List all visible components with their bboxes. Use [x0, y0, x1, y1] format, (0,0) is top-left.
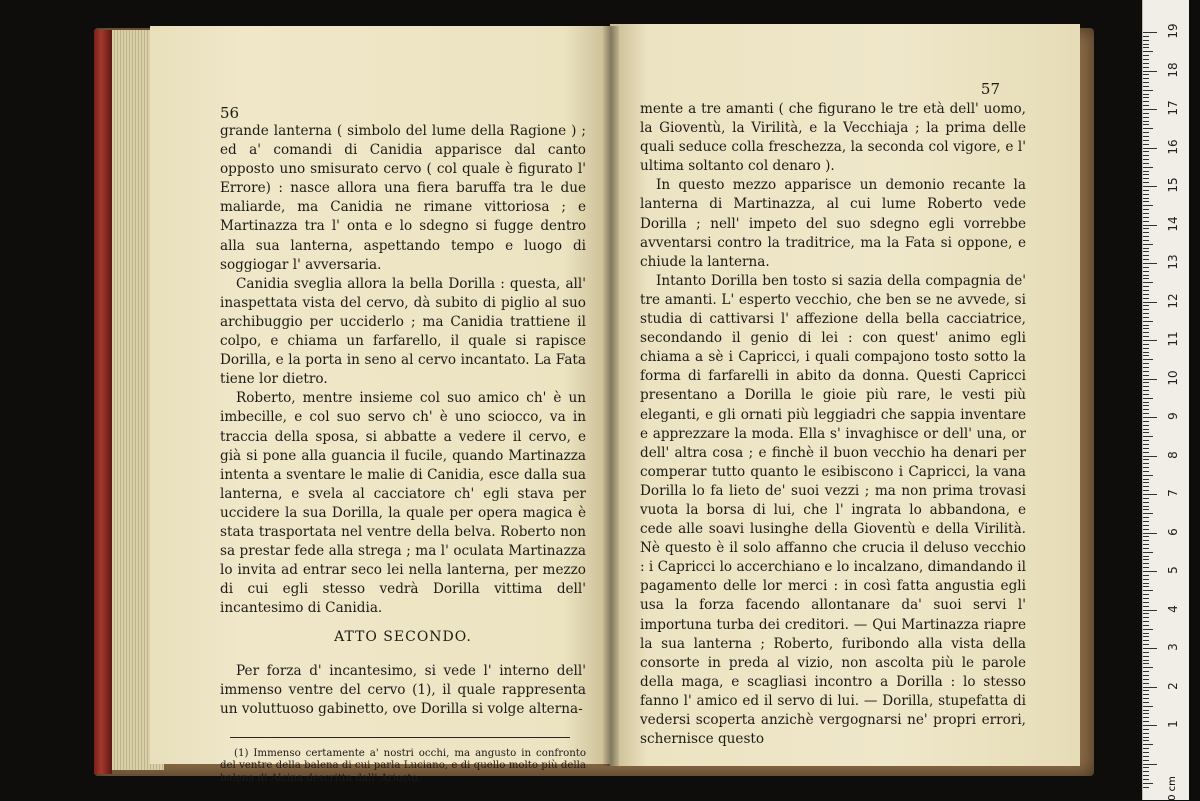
ruler-tick — [1143, 617, 1149, 618]
ruler-tick — [1143, 352, 1149, 353]
ruler-tick — [1143, 321, 1153, 322]
ruler-tick — [1143, 775, 1149, 776]
ruler-tick — [1143, 521, 1149, 522]
ruler-tick — [1143, 494, 1157, 495]
paragraph-2: In questo mezzo apparisce un demonio recante la lanterna di Martinazza, al cui lume Roberto vede Dorilla ; nell' impeto del suo sdegno egli vorrebbe avventarsi contro la traditrice, ma la Fata si oppone, e chiude la lanterna. — [640, 177, 1026, 270]
ruler-tick — [1143, 610, 1157, 611]
ruler-tick — [1143, 309, 1149, 310]
ruler-tick — [1143, 737, 1149, 738]
ruler-tick — [1143, 575, 1149, 576]
ruler-tick — [1143, 290, 1149, 291]
ruler-tick — [1143, 255, 1149, 256]
ruler-tick — [1143, 97, 1149, 98]
paragraph-4: Per forza d' incantesimo, si vede l' interno dell' immenso ventre del cervo (1), il quale rappresenta un voluttuoso gabinetto, ove Dorilla si volge alterna- — [220, 662, 586, 717]
ruler-tick — [1143, 471, 1149, 472]
ruler-tick — [1143, 429, 1149, 430]
ruler-tick — [1143, 298, 1149, 299]
ruler-tick — [1143, 90, 1153, 91]
ruler-tick — [1143, 398, 1153, 399]
ruler-tick — [1143, 459, 1149, 460]
ruler-tick — [1143, 509, 1149, 510]
ruler-tick — [1143, 444, 1149, 445]
ruler-tick — [1143, 132, 1149, 133]
ruler-tick — [1143, 325, 1149, 326]
ruler-tick — [1143, 101, 1149, 102]
ruler-label: 12 — [1166, 292, 1180, 309]
ruler-tick — [1143, 367, 1149, 368]
ruler-tick — [1143, 540, 1149, 541]
ruler-tick — [1143, 567, 1149, 568]
ruler-tick — [1143, 313, 1149, 314]
ruler-tick — [1143, 344, 1149, 345]
ruler-tick — [1143, 251, 1149, 252]
ruler-tick — [1143, 475, 1153, 476]
ruler-tick — [1143, 355, 1149, 356]
ruler-label: 18 — [1166, 61, 1180, 78]
ruler-tick — [1143, 317, 1149, 318]
ruler-tick — [1143, 67, 1149, 68]
ruler-label: 17 — [1166, 100, 1180, 116]
ruler-tick — [1143, 359, 1153, 360]
ruler-tick — [1143, 513, 1153, 514]
ruler-tick — [1143, 375, 1149, 376]
ruler-tick — [1143, 744, 1153, 745]
ruler-tick — [1143, 679, 1149, 680]
ruler-tick — [1143, 710, 1149, 711]
ruler-unit-label: 0 cm — [1167, 776, 1179, 801]
ruler-tick — [1143, 282, 1153, 283]
ruler-tick — [1143, 636, 1149, 637]
ruler-tick — [1143, 363, 1149, 364]
ruler-tick — [1143, 629, 1153, 630]
ruler-tick — [1143, 633, 1149, 634]
page-number-left: 56 — [220, 104, 240, 122]
ruler-tick — [1143, 713, 1149, 714]
ruler-tick — [1143, 783, 1153, 784]
ruler-tick — [1143, 683, 1149, 684]
ruler-tick — [1143, 217, 1149, 218]
ruler-tick — [1143, 294, 1149, 295]
ruler-tick — [1143, 302, 1157, 303]
ruler-tick — [1143, 660, 1149, 661]
ruler-tick — [1143, 178, 1149, 179]
ruler-label: 1 — [1166, 720, 1180, 728]
ruler-tick — [1143, 787, 1149, 788]
paragraph-1: grande lanterna ( simbolo del lume della Ragione ) ; ed a' comandi di Canidia apparisce dal canto opposto uno smisurato cervo ( col quale è figurato l' Errore) : nasce allora una fiera baruffa tra le due maliarde, ma Canidia ne rimane vittoriosa ; e Martinazza tra l' onta e lo sdegno si fugge dentro alla sua lanterna, aspettando tempo e luogo di soggiogar l' avversaria. — [220, 123, 586, 273]
ruler-tick — [1143, 436, 1153, 437]
ruler-tick — [1143, 417, 1157, 418]
ruler-label: 10 — [1166, 369, 1180, 386]
ruler-tick — [1143, 479, 1149, 480]
ruler-tick — [1143, 405, 1149, 406]
ruler-tick — [1143, 779, 1149, 780]
ruler-tick — [1143, 213, 1149, 214]
ruler-tick — [1143, 563, 1149, 564]
ruler-tick — [1143, 717, 1149, 718]
ruler-label: 4 — [1166, 604, 1180, 613]
ruler-tick — [1143, 171, 1149, 172]
ruler-tick — [1143, 402, 1149, 403]
ruler-tick — [1143, 752, 1149, 753]
left-page — [150, 26, 610, 784]
ruler-tick — [1143, 698, 1149, 699]
ruler-tick — [1143, 186, 1157, 187]
ruler-tick — [1143, 332, 1149, 333]
ruler-tick — [1143, 348, 1149, 349]
ruler-tick — [1143, 55, 1149, 56]
ruler-tick — [1143, 240, 1149, 241]
ruler-tick — [1143, 136, 1149, 137]
right-page — [610, 24, 1080, 766]
ruler-tick — [1143, 506, 1149, 507]
ruler-tick — [1143, 124, 1149, 125]
ruler-tick — [1143, 421, 1149, 422]
ruler-tick — [1143, 286, 1149, 287]
left-page-text — [220, 122, 586, 785]
ruler-label: 19 — [1166, 23, 1180, 39]
ruler-tick — [1143, 205, 1153, 206]
ruler-label: 13 — [1166, 254, 1180, 270]
ruler-tick — [1143, 729, 1149, 730]
ruler-tick — [1143, 556, 1149, 557]
ruler-tick — [1143, 725, 1157, 726]
ruler-tick — [1143, 425, 1149, 426]
ruler-tick — [1143, 94, 1149, 95]
ruler-tick — [1143, 167, 1153, 168]
ruler-tick — [1143, 721, 1149, 722]
ruler-tick — [1143, 413, 1149, 414]
ruler-tick — [1143, 452, 1149, 453]
right-page-text — [640, 100, 1026, 749]
ruler-tick — [1143, 382, 1149, 383]
act-heading: ATTO SECONDO. — [334, 629, 472, 646]
ruler-tick — [1143, 59, 1149, 60]
ruler-tick — [1143, 336, 1149, 337]
ruler-tick — [1143, 151, 1149, 152]
ruler-tick — [1143, 275, 1149, 276]
ruler-tick — [1143, 579, 1149, 580]
footnote-rule — [230, 737, 570, 738]
ruler-tick — [1143, 51, 1153, 52]
ruler-tick — [1143, 221, 1149, 222]
ruler-tick — [1143, 671, 1149, 672]
ruler-label: 16 — [1166, 138, 1180, 155]
measuring-ruler — [1142, 0, 1189, 800]
ruler-tick — [1143, 648, 1157, 649]
ruler-tick — [1143, 748, 1149, 749]
ruler-tick — [1143, 640, 1149, 641]
ruler-tick — [1143, 390, 1149, 391]
ruler-tick — [1143, 182, 1149, 183]
ruler-tick — [1143, 82, 1149, 83]
ruler-tick — [1143, 263, 1157, 264]
ruler-tick — [1143, 536, 1149, 537]
ruler-tick — [1143, 86, 1149, 87]
ruler-tick — [1143, 232, 1149, 233]
ruler-tick — [1143, 602, 1149, 603]
ruler-tick — [1143, 271, 1149, 272]
ruler-tick — [1143, 144, 1149, 145]
ruler-tick — [1143, 194, 1149, 195]
ruler-tick — [1143, 606, 1149, 607]
ruler-tick — [1143, 155, 1149, 156]
ruler-tick — [1143, 259, 1149, 260]
book-spine-edge — [94, 30, 112, 774]
ruler-tick — [1143, 502, 1149, 503]
ruler-tick — [1143, 733, 1149, 734]
ruler-tick — [1143, 756, 1149, 757]
ruler-tick — [1143, 586, 1149, 587]
ruler-tick — [1143, 228, 1149, 229]
ruler-label: 2 — [1166, 681, 1180, 690]
ruler-tick — [1143, 190, 1149, 191]
paragraph-2: Canidia sveglia allora la bella Dorilla : questa, all' inaspettata vista del cervo, dà subito di piglio al suo archibuggio per ucciderlo ; ma Canidia trattiene il colpo, e chiama un farfarello, il quale si rapisce Dorilla, e la porta in seno al cervo incantato. La Fata tiene lor dietro. — [220, 275, 586, 388]
ruler-tick — [1143, 201, 1149, 202]
ruler-tick — [1143, 328, 1149, 329]
ruler-tick — [1143, 533, 1157, 534]
paragraph-1: mente a tre amanti ( che figurano le tre età dell' uomo, la Gioventù, la Virilità, e la Vecchiaja ; la prima delle quali seduce colla freschezza, la seconda col vigore, e l' ultima soltanto col denaro ). — [640, 101, 1026, 175]
ruler-tick — [1143, 78, 1149, 79]
ruler-tick — [1143, 559, 1149, 560]
ruler-tick — [1143, 121, 1149, 122]
ruler-label: 14 — [1166, 215, 1180, 232]
ruler-tick — [1143, 198, 1149, 199]
ruler-tick — [1143, 687, 1157, 688]
ruler-tick — [1143, 163, 1149, 164]
ruler-tick — [1143, 621, 1149, 622]
ruler-tick — [1143, 740, 1149, 741]
page-number-right: 57 — [980, 80, 1000, 98]
ruler-tick — [1143, 690, 1149, 691]
ruler-tick — [1143, 371, 1149, 372]
ruler-tick — [1143, 379, 1157, 380]
ruler-tick — [1143, 63, 1149, 64]
ruler-tick — [1143, 225, 1157, 226]
ruler-tick — [1143, 771, 1149, 772]
ruler-tick — [1143, 267, 1149, 268]
ruler-tick — [1143, 486, 1149, 487]
ruler-label: 5 — [1166, 566, 1180, 574]
ruler-tick — [1143, 548, 1149, 549]
ruler-tick — [1143, 159, 1149, 160]
ruler-tick — [1143, 209, 1149, 210]
ruler-tick — [1143, 117, 1149, 118]
ruler-tick — [1143, 113, 1149, 114]
ruler-tick — [1143, 760, 1149, 761]
ruler-tick — [1143, 236, 1149, 237]
ruler-tick — [1143, 244, 1153, 245]
ruler-tick — [1143, 432, 1149, 433]
ruler-tick — [1143, 529, 1149, 530]
ruler-tick — [1143, 625, 1149, 626]
ruler-tick — [1143, 594, 1149, 595]
ruler-tick — [1143, 456, 1157, 457]
ruler-tick — [1143, 694, 1149, 695]
ruler-tick — [1143, 44, 1149, 45]
ruler-tick — [1143, 764, 1157, 765]
ruler-tick — [1143, 440, 1149, 441]
ruler-tick — [1143, 544, 1149, 545]
ruler-tick — [1143, 340, 1157, 341]
ruler-label: 9 — [1166, 412, 1180, 420]
paragraph-3: Roberto, mentre insieme col suo amico ch' è un imbecille, e col suo servo ch' è uno sciocco, va in traccia della sposa, si abbatte a vedere il cervo, e già si pone alla guancia il fucile, quando Martinazza intenta a sventare le malie di Canidia, esce dalla sua lanterna, e svela al cacciatore ch' egli stava per uccidere la sua Dorilla, la quale per opera magica è stata trasportata nel ventre della belva. Roberto non sa prestar fede alla strega ; ma l' oculata Martinazza lo invita ad entrar seco lei nella lanterna, per mezzo di cui egli stesso vedrà Dorilla vittima dell' incantesimo di Canidia. — [220, 390, 586, 617]
ruler-tick — [1143, 571, 1157, 572]
ruler-tick — [1143, 394, 1149, 395]
ruler-tick — [1143, 140, 1149, 141]
ruler-tick — [1143, 517, 1149, 518]
ruler-label: 8 — [1166, 450, 1180, 459]
ruler-tick — [1143, 467, 1149, 468]
ruler-tick — [1143, 590, 1153, 591]
ruler-tick — [1143, 448, 1149, 449]
ruler-tick — [1143, 652, 1149, 653]
ruler-tick — [1143, 148, 1157, 149]
ruler-tick — [1143, 71, 1157, 72]
ruler-tick — [1143, 248, 1149, 249]
ruler-tick — [1143, 552, 1153, 553]
ruler-tick — [1143, 706, 1153, 707]
book-gutter — [603, 26, 619, 766]
ruler-label: 15 — [1166, 177, 1180, 193]
ruler-tick — [1143, 128, 1153, 129]
ruler-label: 7 — [1166, 489, 1180, 497]
ruler-label: 6 — [1166, 527, 1180, 536]
ruler-tick — [1143, 583, 1149, 584]
ruler-tick — [1143, 482, 1149, 483]
ruler-tick — [1143, 490, 1149, 491]
ruler-tick — [1143, 767, 1149, 768]
ruler-tick — [1143, 598, 1149, 599]
ruler-tick — [1143, 74, 1149, 75]
ruler-tick — [1143, 305, 1149, 306]
footnote: (1) Immenso certamente a' nostri occhi, ma angusto in confronto del ventre della balena di cui parla Luciano, e di quello molto più della balena di Alcina descritta dall' Ariosto. — [220, 747, 586, 784]
ruler-tick — [1143, 663, 1149, 664]
paragraph-3: Intanto Dorilla ben tosto si sazia della compagnia de' tre amanti. L' esperto vecchio, che ben se ne avvede, si studia di cattivarsi l' affezione della bella cacciatrice, secondando il genio di lei : con quest' animo egli chiama a sè i Capricci, i quali compajono tosto sotto la forma di farfarelli in abito da donna. Questi Capricci presentano a Dorilla le gioie più rare, le vesti più eleganti, e gli ornati più leggiadri che sappia inventare e apprezzare la moda. Ella s' invaghisce or dell' una, or dell' altra cosa ; e finchè il buon vecchio ha denari per comperar tutto quanto le esibiscono i Capricci, la vana Dorilla lo fa lieto de' suoi vezzi ; ma non prima trovasi vuota la borsa di lui, che l' ingrata lo abbandona, e cede alle soavi lusinghe della Gioventù e della Virilità. Nè questo è il solo affanno che crucia il deluso vecchio : i Capricci lo accerchiano e lo incalzano, dimandando il pagamento delle lor merci : in così fatta angustia egli usa la forza facendo allontanare da' suoi servi l' importuna turba dei creditori. — Qui Martinazza riapre la sua lanterna ; Roberto, furibondo alla vista della consorte in preda al vizio, non ascolta più le parole della maga, e scagliasi incontro a Dorilla : lo stesso fanno l' amico ed il servo di lui. — Dorilla, stupefatta di vedersi scoperta anzichè vergognarsi ne' propri errori, schernisce questo — [640, 272, 1026, 748]
ruler-tick — [1143, 278, 1149, 279]
ruler-tick — [1143, 656, 1149, 657]
ruler-tick — [1143, 40, 1149, 41]
ruler-tick — [1143, 36, 1149, 37]
ruler-label: 3 — [1166, 643, 1180, 651]
ruler-tick — [1143, 109, 1157, 110]
ruler-tick — [1143, 675, 1149, 676]
ruler-tick — [1143, 525, 1149, 526]
ruler-tick — [1143, 386, 1149, 387]
ruler-tick — [1143, 32, 1157, 33]
ruler-tick — [1143, 613, 1149, 614]
ruler-tick — [1143, 409, 1149, 410]
ruler-tick — [1143, 463, 1149, 464]
ruler-tick — [1143, 174, 1149, 175]
ruler-tick — [1143, 47, 1149, 48]
ruler-label: 11 — [1166, 331, 1180, 347]
ruler-tick — [1143, 498, 1149, 499]
ruler-tick — [1143, 105, 1149, 106]
ruler-tick — [1143, 667, 1153, 668]
ruler-tick — [1143, 702, 1149, 703]
ruler-tick — [1143, 644, 1149, 645]
